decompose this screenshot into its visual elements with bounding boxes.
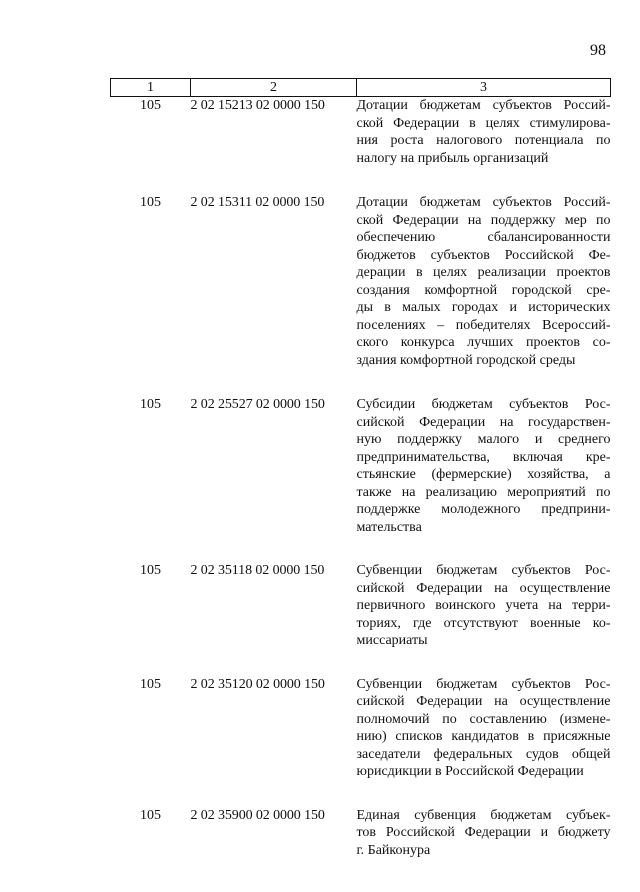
description-line: юрисдикции в Российской Федерации <box>356 764 584 779</box>
description-line: Субвенции бюджетам субъектов Рос- <box>356 563 611 578</box>
table-row <box>111 97 611 168</box>
table-row <box>111 536 611 650</box>
description-line: поселениях – победителях Всероссий- <box>356 317 611 333</box>
description-line: Субсидии бюджетам субъектов Рос- <box>356 397 611 412</box>
header-col-3: 3 <box>357 79 611 97</box>
description-line: Субвенции бюджетам субъектов Рос- <box>356 676 611 692</box>
description-line: создания комфортной городской сре- <box>356 282 611 298</box>
table-row <box>111 369 611 536</box>
table-body <box>111 97 611 860</box>
table-row <box>111 650 611 781</box>
description-line: заседатели федеральных судов общей <box>356 746 611 762</box>
budget-code-cell: 2 02 35900 02 0000 150 <box>190 807 325 823</box>
admin-code-cell: 105 <box>140 397 161 412</box>
description-line: здания комфортной городской среды <box>356 352 576 368</box>
description-line: бюджетов субъектов Российской Фе- <box>356 247 611 263</box>
admin-code-cell: 105 <box>140 195 161 210</box>
description-line: нию) списков кандидатов в присяжные <box>356 729 611 744</box>
description-line: Единая субвенция бюджетам субъек- <box>356 807 611 823</box>
table-row <box>111 781 611 860</box>
budget-code-cell: 2 02 25527 02 0000 150 <box>190 397 325 412</box>
budget-code-cell: 2 02 15311 02 0000 150 <box>190 195 325 210</box>
description-line: поддержке молодежного предприни- <box>356 502 611 517</box>
description-line: тов Российской Федерации и бюджету <box>356 825 611 840</box>
description-cell <box>357 650 611 781</box>
description-cell <box>357 781 611 860</box>
description-line: сийской Федерации на государствен- <box>356 414 611 430</box>
description-line: Дотации бюджетам субъектов Россий- <box>356 195 611 210</box>
description-line: ского конкурса лучших проектов со- <box>356 335 611 350</box>
admin-code-cell: 105 <box>140 563 161 578</box>
table-header <box>111 79 611 97</box>
description-line: ской Федерации в целях стимулирова- <box>356 115 611 131</box>
description-line: ской Федерации на поддержку мер по <box>356 212 611 228</box>
budget-code-cell: 2 02 35120 02 0000 150 <box>190 676 325 692</box>
admin-code-cell: 105 <box>140 807 161 823</box>
budget-code-cell: 2 02 15213 02 0000 150 <box>190 98 325 113</box>
description-line: первичного воинского учета на терри- <box>356 598 611 613</box>
description-line: предпринимательства, включая кре- <box>356 449 611 465</box>
description-line: налогу на прибыль организаций <box>356 150 549 166</box>
admin-code-cell: 105 <box>140 676 161 692</box>
budget-codes-table <box>110 78 611 859</box>
description-cell <box>357 167 611 369</box>
description-line: полномочий по составлению (измене- <box>356 711 611 727</box>
description-line: обеспечению сбалансированности <box>356 230 611 245</box>
description-cell <box>357 536 611 650</box>
description-cell <box>357 369 611 536</box>
description-line: также на реализацию мероприятий по <box>356 484 611 500</box>
header-row <box>111 79 611 97</box>
admin-code-cell: 105 <box>140 98 161 113</box>
description-line: ториях, где отсутствуют военные ко- <box>356 615 611 631</box>
description-line: Дотации бюджетам субъектов Россий- <box>356 98 611 113</box>
table-row <box>111 167 611 369</box>
header-col-2: 2 <box>191 79 357 97</box>
description-line: дерации в целях реализации проектов <box>356 265 611 280</box>
budget-code-cell: 2 02 35118 02 0000 150 <box>190 563 325 578</box>
description-line: стьянские (фермерские) хозяйства, а <box>356 467 611 482</box>
description-line: мательства <box>356 519 422 535</box>
description-line: ды в малых городах и исторических <box>356 300 611 315</box>
description-line: миссариаты <box>356 633 428 648</box>
description-line: г. Байконура <box>356 842 431 858</box>
description-cell <box>357 97 611 168</box>
description-line: сийской Федерации на осуществление <box>356 580 611 596</box>
description-line: ния роста налогового потенциала по <box>356 133 611 148</box>
description-line: сийской Федерации на осуществление <box>356 694 611 709</box>
description-line: ную поддержку малого и среднего <box>356 432 611 447</box>
page-number: 98 <box>590 42 606 59</box>
header-col-1: 1 <box>111 79 191 97</box>
